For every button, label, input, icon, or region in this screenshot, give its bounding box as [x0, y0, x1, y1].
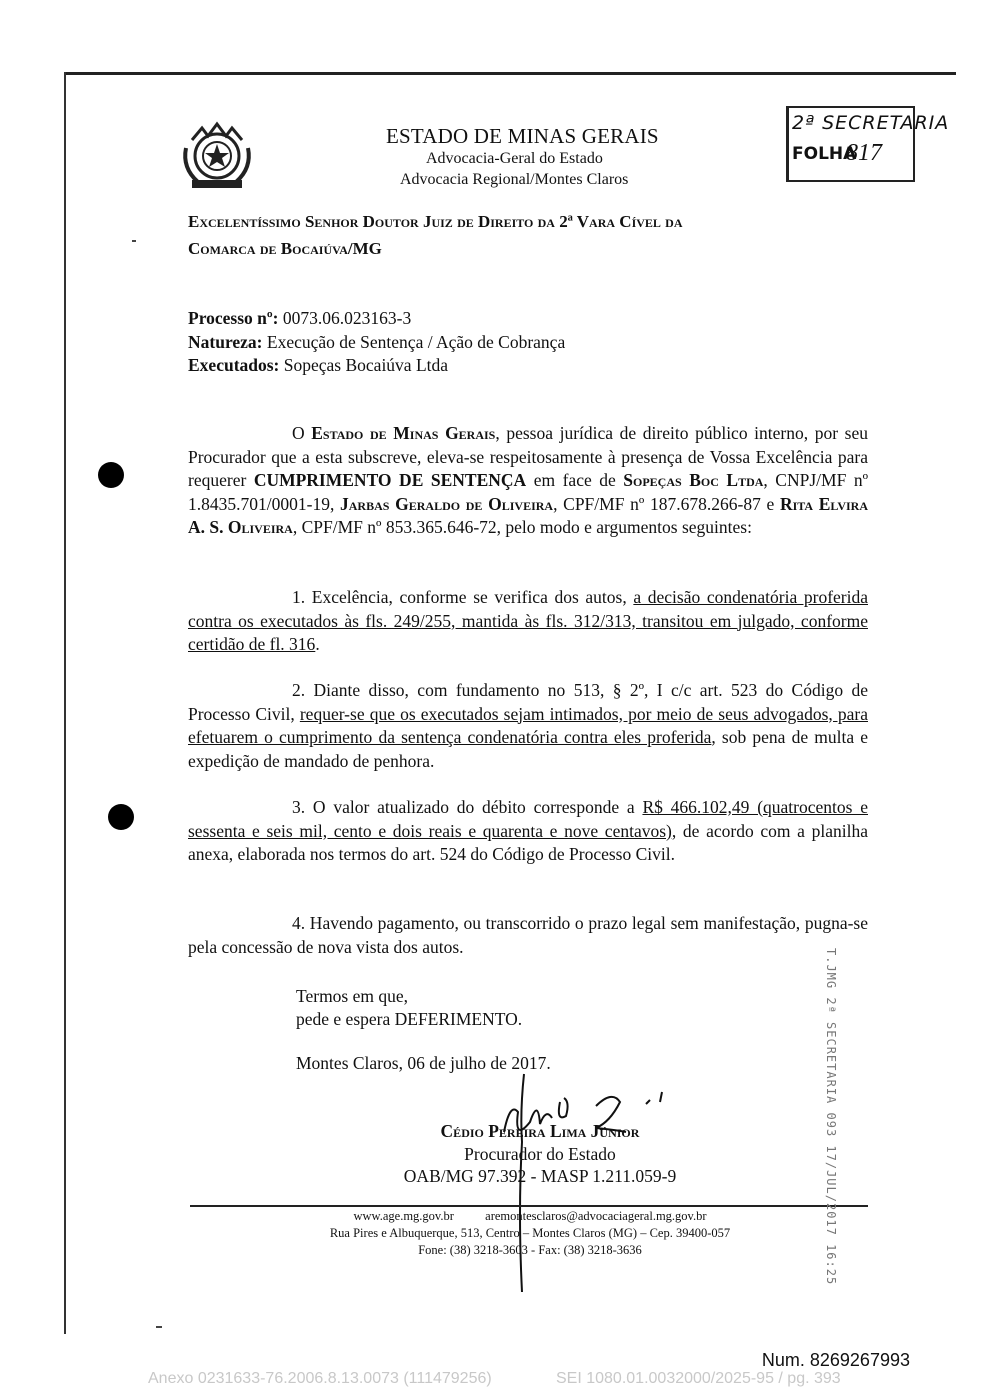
footer-rule: [190, 1205, 868, 1207]
item-3-paragraph: [188, 796, 868, 867]
left-border-rule: [64, 72, 66, 1334]
item-2-text-end: , sob pena de multa e expedição de mandado de penhora.: [188, 727, 869, 771]
intro-text: O: [292, 423, 312, 443]
party-rita: Rita Elvira A. S. Oliveira: [188, 493, 868, 538]
stamp-folha-number: 817: [846, 140, 882, 166]
margin-mark: [132, 240, 136, 242]
item-1-text-end: .: [315, 634, 320, 655]
intro-text: , CNPJ/MF nº 1.8435.701/0001-19,: [188, 470, 868, 514]
item-4-paragraph: [188, 912, 868, 959]
party-estado: Estado de Minas Gerais: [311, 423, 496, 443]
place-date: Montes Claros, 06 de julho de 2017.: [296, 1053, 551, 1073]
signatory-name: [360, 1120, 720, 1143]
natureza-field: [188, 330, 565, 354]
top-border-rule: [66, 72, 956, 75]
item-3-text-end: , de acordo com a planilha anexa, elaborada nos termos do art. 524 do Código de Processo Civil.: [188, 820, 868, 865]
addressee-line-2: Comarca de Bocaiúva/MG: [188, 239, 382, 258]
footer-address: Rua Pires e Albuquerque, 513, Centro – Montes Claros (MG) – Cep. 39400-057: [329, 1226, 731, 1240]
punch-hole-upper: [98, 462, 124, 488]
natureza-value: Execução de Sentença / Ação de Cobrança: [262, 332, 566, 352]
item-2-underlined: requer-se que os executados sejam intimados, por meio de seus advogados, para efetuarem o cumprimento da sentença condenatória contra eles proferida: [188, 703, 868, 748]
processo-field: [188, 306, 411, 330]
intro-text: em face de: [526, 470, 624, 491]
item-4-text: 4. Havendo pagamento, ou transcorrido o prazo legal sem manifestação, pugna-se pela concessão de nova vista dos autos.: [188, 913, 868, 957]
party-sopecas: Sopeças Boc Ltda: [623, 470, 764, 491]
cumprimento-heading: CUMPRIMENTO DE SENTENÇA: [253, 470, 527, 491]
intro-text: , pessoa jurídica de direito público interno, por seu Procurador que a esta subscreve, eleva-se respeitosamente à presença de Vossa Excelência para requerer: [188, 423, 868, 491]
header-title: ESTADO DE MINAS GERAIS: [386, 124, 659, 148]
punch-hole-lower: [108, 804, 134, 830]
executados-value: Sopeças Bocaiúva Ltda: [279, 355, 449, 375]
party-jarbas: Jarbas Geraldo de Oliveira: [340, 493, 554, 514]
header-subtitle: Advocacia-Geral do Estado: [426, 150, 603, 167]
stamp-secretaria-label: 2ª SECRETARIA: [792, 112, 950, 134]
item-3-underlined: R$ 466.102,49 (quatrocentos e sessenta e seis mil, cento e dois reais e quarenta e nove centavos): [188, 797, 868, 841]
item-1-paragraph: [188, 586, 868, 657]
item-2-paragraph: [188, 679, 868, 773]
intro-paragraph: [188, 422, 868, 540]
closing-line-1: Termos em que,: [296, 986, 409, 1006]
footer-phones: Fone: (38) 3218-3603 - Fax: (38) 3218-3636: [418, 1243, 642, 1257]
executados-field: [188, 353, 448, 377]
protocol-stamp: T.JMG 2ª SECRETARIA 093 17/JUL/2017 16:25: [824, 948, 838, 1286]
intro-text: , CPF/MF nº 187.678.266-87 e: [553, 493, 780, 514]
addressee-line-1: Excelentíssimo Senhor Doutor Juiz de Direito da 2ª Vara Cível da: [188, 212, 683, 231]
state-crest-icon: [178, 118, 256, 192]
document-number: Num. 8269267993: [761, 1350, 910, 1370]
footer-contacts: [190, 1208, 870, 1225]
stamp-folha-label: FOLHA: [792, 144, 857, 164]
natureza-label: Natureza:: [188, 332, 263, 352]
item-3-text: 3. O valor atualizado do débito corresponde a: [292, 797, 643, 817]
margin-mark: [156, 1326, 162, 1328]
intro-text: , CPF/MF nº 853.365.646-72, pelo modo e argumentos seguintes:: [292, 517, 752, 538]
processo-label: Processo nº:: [188, 308, 279, 328]
signatory-ids: OAB/MG 97.392 - MASP 1.211.059-9: [403, 1166, 677, 1186]
signatory-name-text: Cédio Pereira Lima Júnior: [440, 1121, 640, 1141]
header-subtitle-regional: Advocacia Regional/Montes Claros: [400, 171, 629, 188]
item-2-text: 2. Diante disso, com fundamento no 513, § 2º, I c/c art. 523 do Código de Processo Civil,: [188, 680, 868, 724]
footer-email: aremontesclaros@advocaciageral.mg.gov.br: [485, 1209, 707, 1223]
processo-value: 0073.06.023163-3: [278, 308, 412, 328]
signatory-role: Procurador do Estado: [464, 1144, 616, 1164]
sei-reference: SEI 1080.01.0032000/2025-95 / pg. 393: [556, 1370, 841, 1387]
item-1-underlined: a decisão condenatória proferida contra os executados às fls. 249/255, mantida às fls. 312/313, transitou em julgado, conforme certidão de fl. 316: [188, 587, 868, 655]
footer-website: www.age.mg.gov.br: [353, 1209, 454, 1223]
closing-line-2: pede e espera DEFERIMENTO.: [296, 1009, 523, 1029]
annex-reference: Anexo 0231633-76.2006.8.13.0073 (111479256): [148, 1370, 492, 1387]
executados-label: Executados:: [188, 355, 280, 375]
item-1-text: 1. Excelência, conforme se verifica dos autos,: [292, 587, 634, 607]
